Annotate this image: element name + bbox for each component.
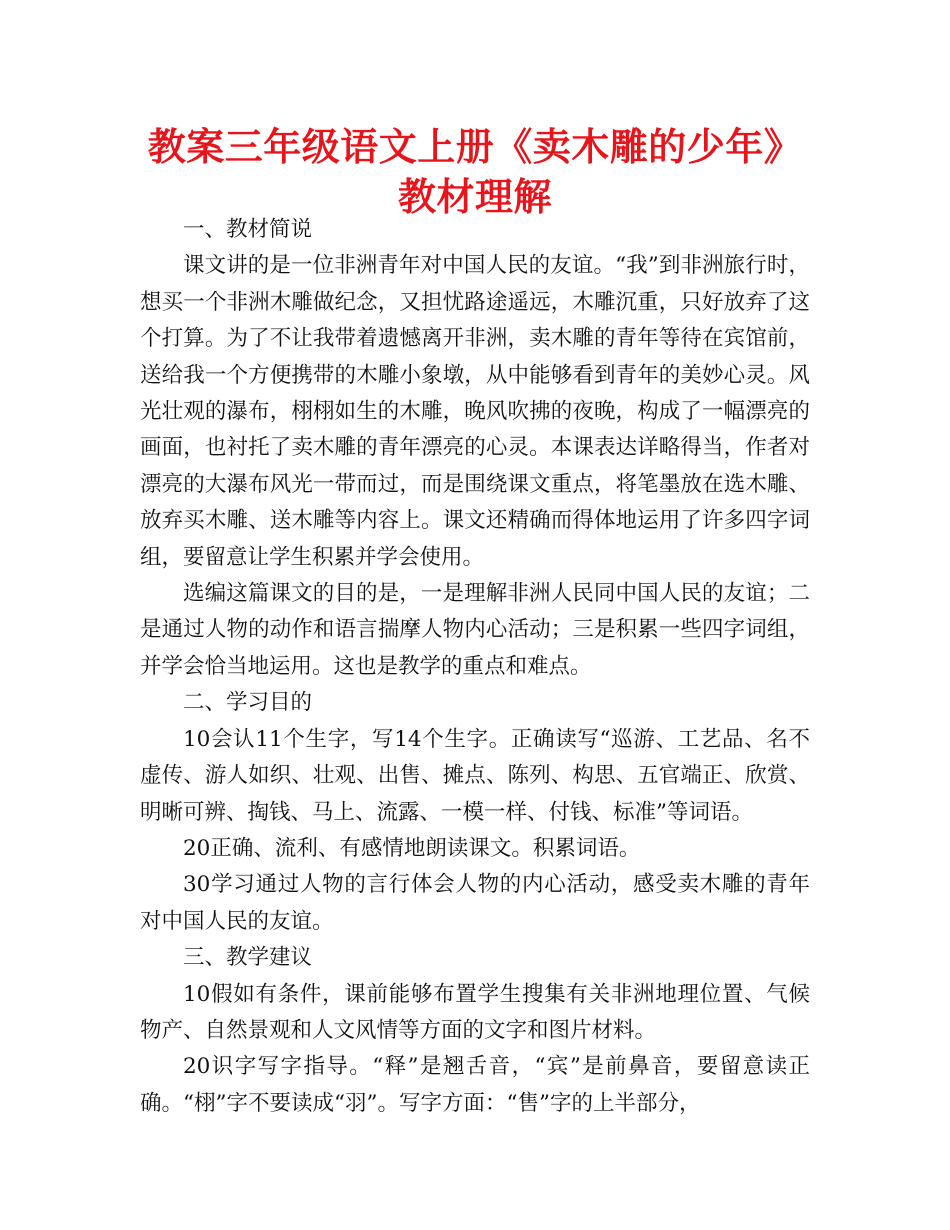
suggestion-item-1: 10假如有条件，课前能够布置学生搜集有关非洲地理位置、气候物产、自然景观和人文风情等方面的文字和图片材料。 — [140, 981, 810, 1043]
goal-item-3: 30学习通过人物的言行体会人物的内心活动，感受卖木雕的青年对中国人民的友谊。 — [140, 872, 810, 934]
goal-item-1: 10会认11个生字，写14个生字。正确读写“巡游、工艺品、名不虚传、游人如织、壮观、出售、摊点、陈列、构思、五官端正、欣赏、明晰可辨、掏钱、马上、流露、一模一样、付钱、标准”等词语。 — [140, 726, 810, 825]
section-heading-overview: 一、教材简说 — [183, 217, 313, 242]
goal-item-2: 20正确、流利、有感情地朗读课文。积累词语。 — [183, 835, 641, 861]
document-body — [140, 212, 810, 1122]
section-heading-suggestions: 三、教学建议 — [183, 945, 313, 971]
paragraph-summary: 课文讲的是一位非洲青年对中国人民的友谊。“我”到非洲旅行时，想买一个非洲木雕做纪念，又担忧路途遥远，木雕沉重，只好放弃了这个打算。为了不让我带着遗憾离开非洲，卖木雕的青年等待在宾馆前，送给我一个方便携带的木雕小象墩，从中能够看到青年的美妙心灵。风光壮观的瀑布，栩栩如生的木雕，晚风吹拂的夜晚，构成了一幅漂亮的画面，也衬托了卖木雕的青年漂亮的心灵。本课表达详略得当，作者对漂亮的大瀑布风光一带而过，而是围绕课文重点，将笔墨放在选木雕、放弃买木雕、送木雕等内容上。课文还精确而得体地运用了许多四字词组，要留意让学生积累并学会使用。 — [140, 253, 810, 570]
document-title: 教案三年级语文上册《卖木雕的少年》教材理解 — [147, 125, 803, 219]
paragraph-purpose: 选编这篇课文的目的是，一是理解非洲人民同中国人民的友谊；二是通过人物的动作和语言揣摩人物内心活动；三是积累一些四字词组，并学会恰当地运用。这也是教学的重点和难点。 — [140, 581, 810, 679]
suggestion-item-2: 20识字写字指导。“释”是翘舌音，“宾”是前鼻音，要留意读正确。“栩”字不要读成“羽”。写字方面：“售”字的上半部分， — [140, 1054, 810, 1116]
section-heading-goals: 二、学习目的 — [183, 690, 313, 716]
